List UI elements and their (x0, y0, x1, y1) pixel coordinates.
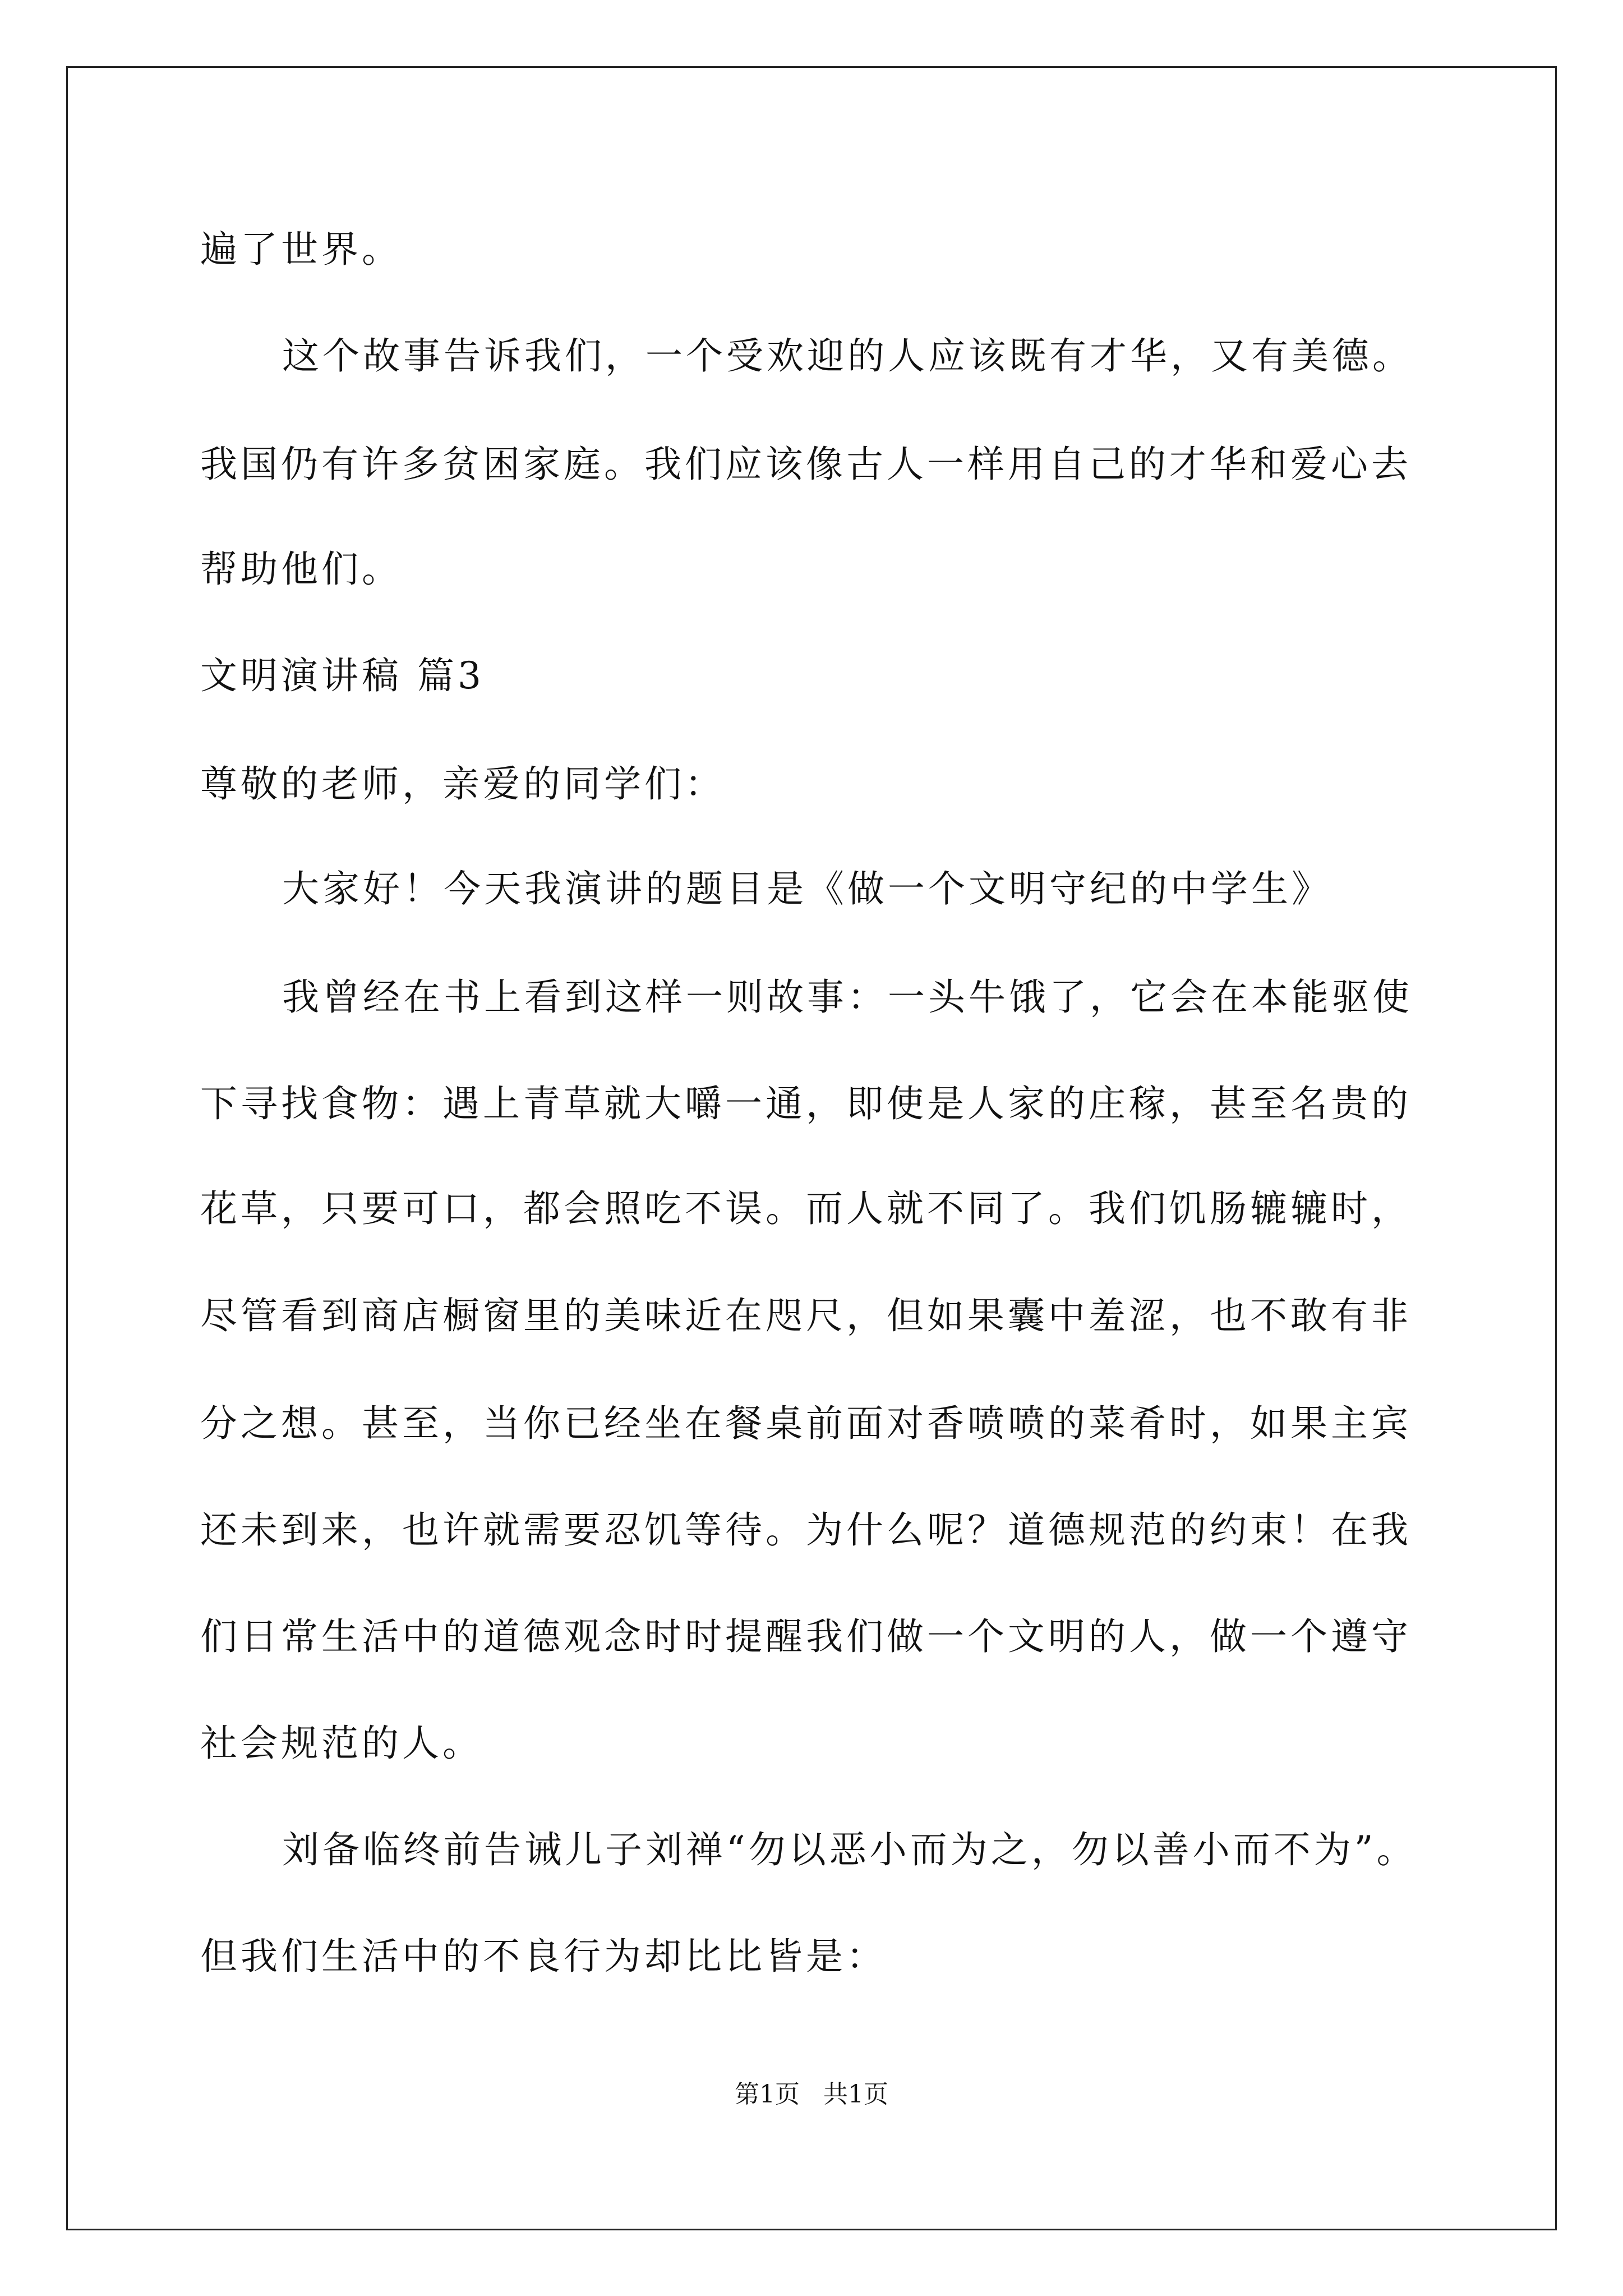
text-line: 帮助他们。 (200, 547, 402, 591)
text-line: 下寻找食物：遇上青草就大嚼一通，即使是人家的庄稼，甚至名贵的 (200, 1082, 1412, 1125)
text-line: 社会规范的人。 (200, 1722, 483, 1765)
text-line: 尽管看到商店橱窗里的美味近在咫尺，但如果囊中羞涩，也不敢有非 (200, 1294, 1412, 1337)
section-heading: 文明演讲稿 篇3 (200, 654, 485, 697)
page-number-footer: 第1页 共1页 (735, 2080, 888, 2109)
page-border (66, 66, 1557, 2230)
text-line: 们日常生活中的道德观念时时提醒我们做一个文明的人，做一个遵守 (200, 1615, 1412, 1658)
salutation: 尊敬的老师，亲爱的同学们： (200, 762, 725, 806)
text-line: 这个故事告诉我们，一个受欢迎的人应该既有才华，又有美德。 (282, 334, 1413, 378)
text-line: 但我们生活中的不良行为却比比皆是： (200, 1935, 887, 1978)
text-line: 大家好！今天我演讲的题目是《做一个文明守纪的中学生》 (282, 867, 1332, 910)
text-line: 花草，只要可口，都会照吃不误。而人就不同了。我们饥肠辘辘时， (200, 1187, 1412, 1230)
text-line: 刘备临终前告诫儿子刘禅“勿以恶小而为之，勿以善小而不为”。 (282, 1828, 1417, 1871)
text-line: 遍了世界。 (200, 228, 402, 271)
text-line: 我国仍有许多贫困家庭。我们应该像古人一样用自己的才华和爱心去 (200, 443, 1412, 486)
text-line: 我曾经在书上看到这样一则故事：一头牛饿了，它会在本能驱使 (282, 976, 1413, 1019)
text-line: 还未到来，也许就需要忍饥等待。为什么呢？道德规范的约束！在我 (200, 1508, 1412, 1552)
text-line: 分之想。甚至，当你已经坐在餐桌前面对香喷喷的菜肴时，如果主宾 (200, 1402, 1412, 1445)
